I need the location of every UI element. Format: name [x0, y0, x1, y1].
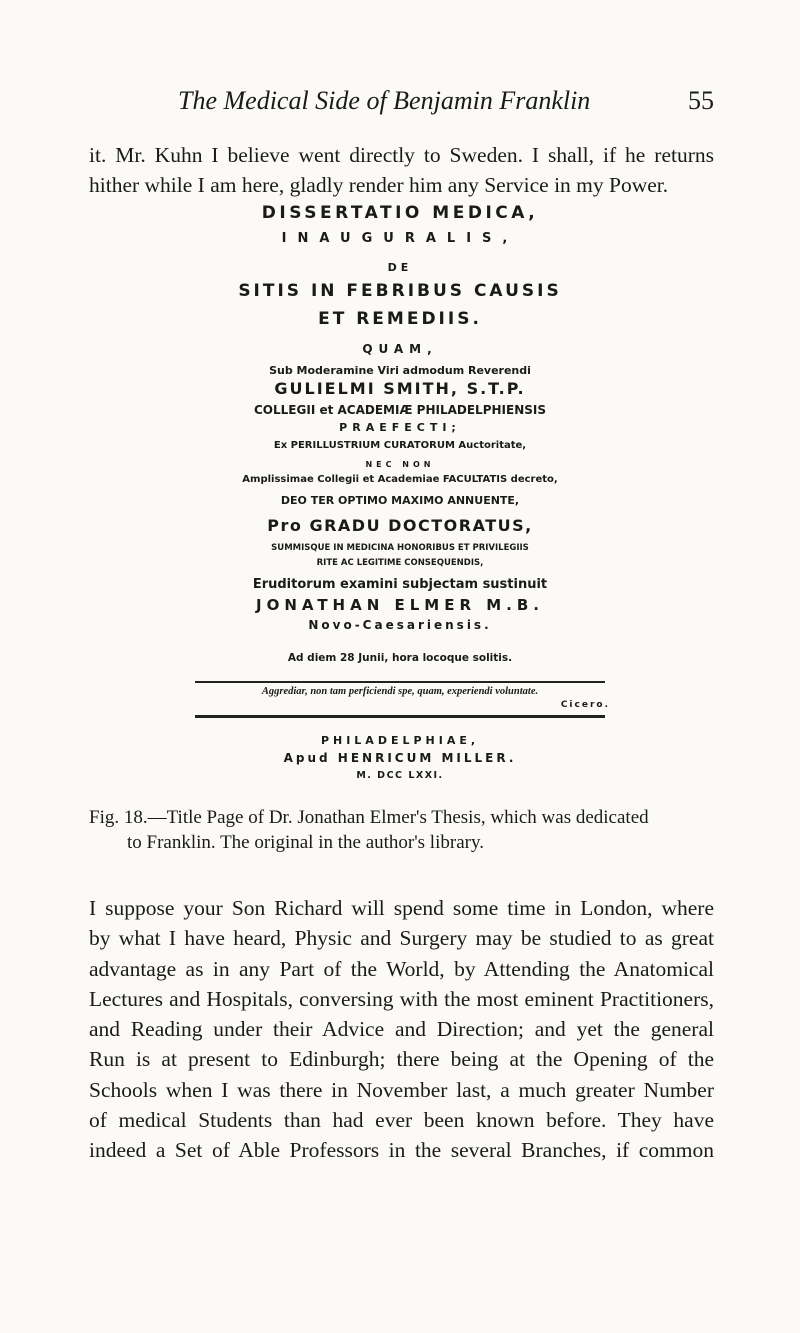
title-line: Amplissimae Collegii et Academiae FACULTATIS decreto, [242, 474, 558, 485]
epigraph-quote: Aggrediar, non tam perficiendi spe, quam, experiendi voluntate. [261, 686, 539, 697]
title-line: INAUGURALIS, [281, 231, 519, 246]
title-line: JONATHAN ELMER M.B. [255, 596, 544, 614]
title-line: Eruditorum examini subjectam sustinuit [252, 577, 548, 592]
paragraph-top [89, 140, 714, 200]
running-title: The Medical Side of Benjamin Franklin [178, 86, 591, 115]
title-line: Sub Moderamine Viri admodum Reverendi [269, 364, 531, 377]
title-line: RITE AC LEGITIME CONSEQUENDIS, [316, 558, 484, 568]
page-number: 55 [688, 86, 714, 115]
title-line: SITIS IN FEBRIBUS CAUSIS [238, 281, 562, 301]
figure-caption [89, 805, 714, 855]
epigraph-author: Cicero. [560, 700, 610, 710]
text-line: I suppose your Son Richard will spend some time in London, where [89, 896, 714, 920]
text-line: Lectures and Hospitals, conversing with the most eminent Practitioners, [89, 986, 714, 1011]
title-line: DE [387, 261, 413, 274]
title-line: SUMMISQUE IN MEDICINA HONORIBUS ET PRIVILEGIIS [271, 543, 529, 553]
caption-line: Fig. 18.—Title Page of Dr. Jonathan Elmer's Thesis, which was dedicated [89, 807, 649, 828]
title-line: COLLEGII et ACADEMIÆ PHILADELPHIENSIS [254, 403, 546, 417]
imprint-year: M. DCC LXXI. [356, 770, 444, 781]
rule-divider [195, 715, 605, 718]
rule-divider [195, 681, 605, 683]
caption-line: to Franklin. The original in the author's library. [127, 832, 484, 853]
title-line: NEC NON [365, 460, 435, 469]
title-line: GULIELMI SMITH, S.T.P. [274, 379, 526, 398]
text-line: and Reading under their Advice and Direction; and yet the general [89, 1017, 714, 1042]
text-line: advantage as in any Part of the World, by Attending the Anatomical [89, 956, 714, 981]
title-line: DISSERTATIO MEDICA, [261, 203, 539, 223]
text-line: of medical Students than had ever been known before. They have [89, 1108, 714, 1133]
text-line: Run is at present to Edinburgh; there being at the Opening of the [89, 1047, 714, 1072]
title-line: Ad diem 28 Junii, hora locoque solitis. [287, 652, 513, 664]
title-line: ET REMEDIIS. [318, 309, 482, 329]
text-line: hither while I am here, gladly render him any Service in my Power. [89, 173, 669, 197]
text-line: indeed a Set of Able Professors in the several Branches, if common [89, 1138, 714, 1163]
text-line: it. Mr. Kuhn I believe went directly to Sweden. I shall, if he returns [89, 143, 714, 167]
running-header [0, 86, 800, 126]
title-line: Ex PERILLUSTRIUM CURATORUM Auctoritate, [273, 440, 527, 451]
imprint-printer: Apud HENRICUM MILLER. [283, 751, 517, 765]
thesis-title-page [150, 205, 650, 785]
title-line: PRAEFECTI; [339, 421, 461, 434]
text-line: by what I have heard, Physic and Surgery may be studied to as great [89, 926, 714, 951]
title-line: DEO TER OPTIMO MAXIMO ANNUENTE, [280, 494, 520, 507]
title-line: Pro GRADU DOCTORATUS, [267, 516, 533, 535]
text-line: Schools when I was there in November last, a much greater Number [89, 1077, 714, 1102]
title-line: Novo-Caesariensis. [308, 618, 492, 632]
imprint-city: PHILADELPHIAE, [320, 734, 480, 747]
title-line: QUAM, [362, 342, 438, 356]
paragraph-main [89, 893, 714, 1166]
